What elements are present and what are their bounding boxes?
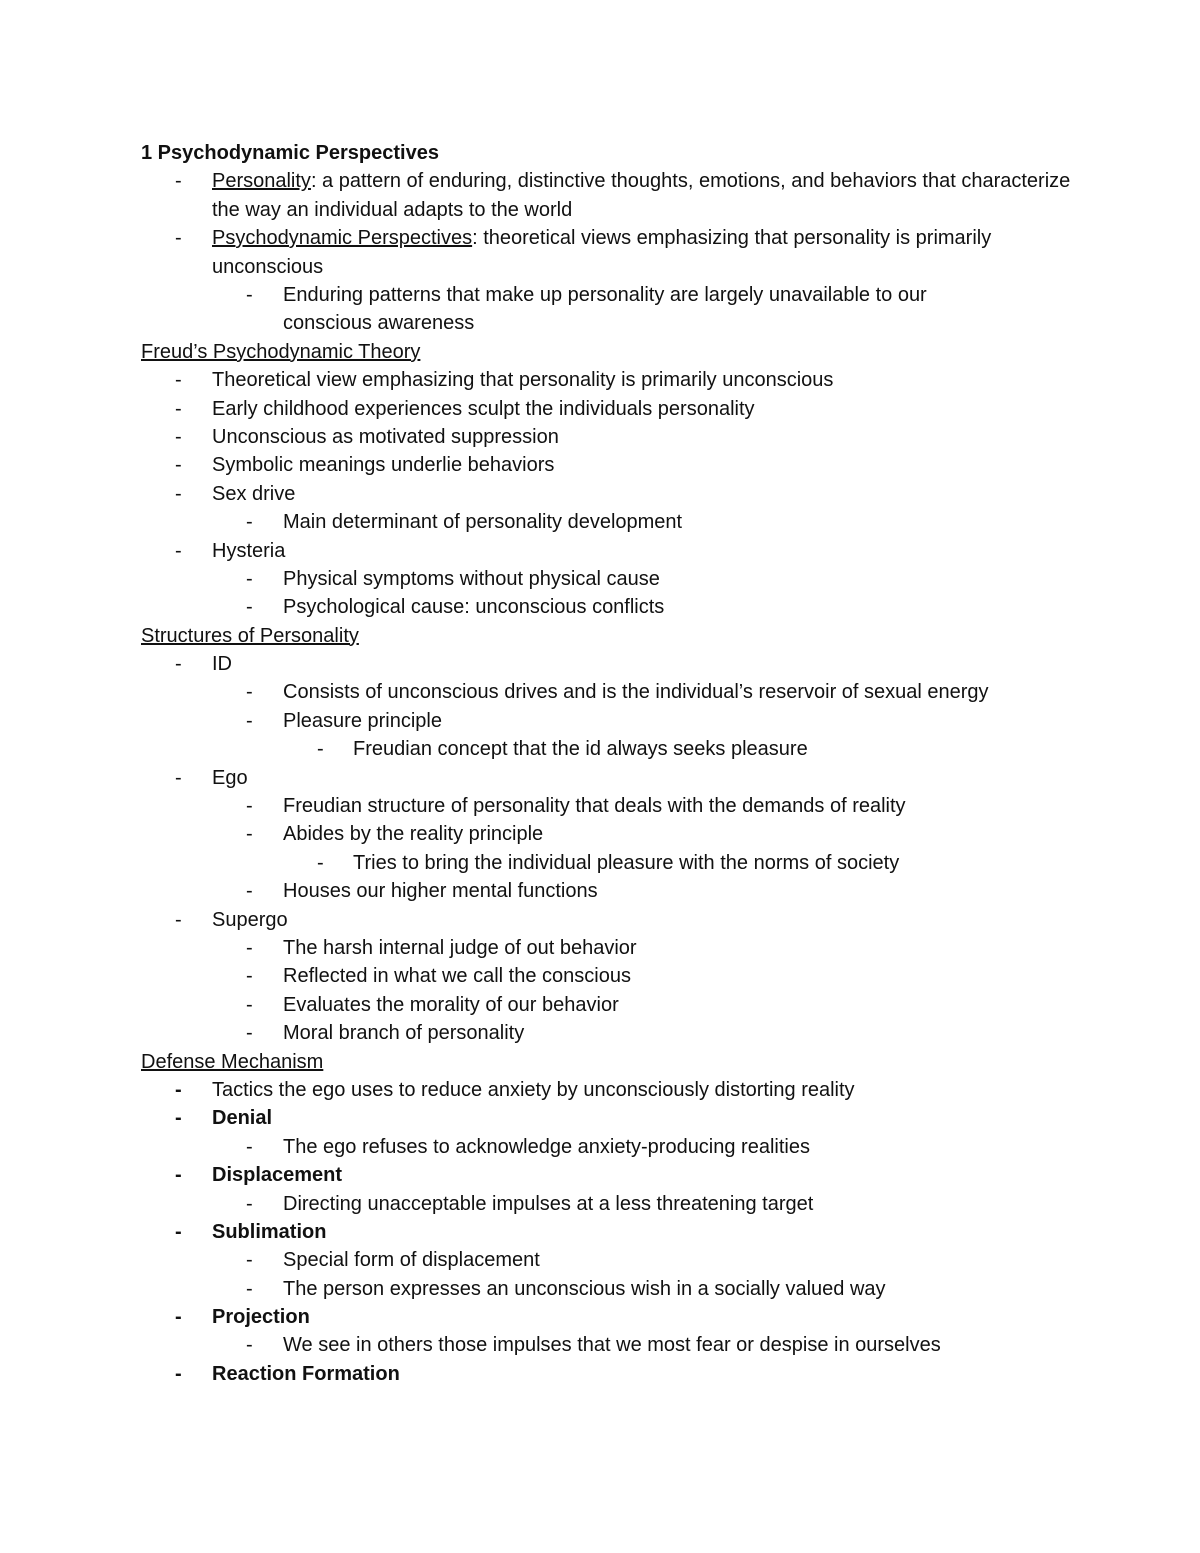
- list-item-text: We see in others those impulses that we most fear or despise in ourselves: [283, 1334, 941, 1357]
- bullet-dash: -: [175, 425, 182, 448]
- list-item-text: Supergo: [212, 908, 288, 931]
- list-item-text: Early childhood experiences sculpt the individuals personality: [212, 397, 755, 420]
- bullet-dash: -: [175, 1362, 182, 1385]
- list-item: [141, 1360, 1081, 1388]
- bullet-dash: -: [246, 795, 253, 818]
- list-item-text: Ego: [212, 766, 248, 789]
- document-page: [141, 139, 1081, 1388]
- list-item: [141, 508, 1081, 536]
- list-item: [141, 735, 1081, 763]
- list-item-text: Symbolic meanings underlie behaviors: [212, 454, 555, 477]
- list-item: [141, 167, 1081, 224]
- list-item: [141, 1076, 1081, 1104]
- list-item-text: Physical symptoms without physical cause: [283, 567, 660, 590]
- list-item-text: Tries to bring the individual pleasure with the norms of society: [353, 851, 900, 874]
- bullet-dash: -: [175, 369, 182, 392]
- list-item-text: The ego refuses to acknowledge anxiety-producing realities: [283, 1135, 810, 1158]
- section-title-freud: Freud’s Psychodynamic Theory: [141, 340, 421, 363]
- list-item-text: Hysteria: [212, 539, 286, 562]
- list-item: [141, 650, 1081, 678]
- definition: : a pattern of enduring, distinctive thoughts, emotions, and behaviors that characterize the way an individual adapts to the world: [212, 170, 1071, 221]
- list-item-text: Freudian structure of personality that deals with the demands of reality: [283, 795, 906, 818]
- list-item: [141, 1161, 1081, 1189]
- list-item: [141, 1104, 1081, 1132]
- list-item-text: Theoretical view emphasizing that personality is primarily unconscious: [212, 369, 834, 392]
- term: Psychodynamic Perspectives: [212, 227, 473, 250]
- bullet-dash: -: [246, 1192, 253, 1215]
- defense-term: Displacement: [212, 1164, 343, 1187]
- bullet-dash: -: [175, 482, 182, 505]
- defense-term: Sublimation: [212, 1220, 327, 1243]
- bullet-dash: -: [246, 880, 253, 903]
- bullet-dash: -: [175, 170, 182, 193]
- bullet-dash: -: [175, 1107, 182, 1130]
- list-item: [141, 962, 1081, 990]
- bullet-dash: -: [246, 567, 253, 590]
- bullet-dash: -: [246, 596, 253, 619]
- list-item: [141, 1303, 1081, 1331]
- bullet-dash: -: [246, 823, 253, 846]
- list-item: [141, 820, 1081, 848]
- bullet-dash: -: [246, 709, 253, 732]
- list-item: [141, 366, 1081, 394]
- list-item-text: Directing unacceptable impulses at a less threatening target: [283, 1192, 814, 1215]
- definition: : theoretical views emphasizing that personality is primarily unconscious: [212, 227, 992, 278]
- list-item: [141, 1218, 1081, 1246]
- list-item: [141, 395, 1081, 423]
- section-title-defense: Defense Mechanism: [141, 1050, 324, 1073]
- list-item: [141, 877, 1081, 905]
- list-item: [141, 565, 1081, 593]
- list-item: [141, 934, 1081, 962]
- list-item: [141, 423, 1081, 451]
- list-item: [141, 764, 1081, 792]
- list-item: [141, 537, 1081, 565]
- bullet-dash: -: [246, 283, 253, 306]
- term: Personality: [212, 170, 311, 193]
- list-item: [141, 792, 1081, 820]
- bullet-dash: -: [175, 227, 182, 250]
- list-item-text: Tactics the ego uses to reduce anxiety by unconsciously distorting reality: [212, 1078, 855, 1101]
- defense-term: Denial: [212, 1107, 273, 1130]
- bullet-dash: -: [175, 1220, 182, 1243]
- list-item: [141, 480, 1081, 508]
- bullet-dash: -: [175, 1306, 182, 1329]
- list-item: [141, 1246, 1081, 1274]
- list-item: [141, 451, 1081, 479]
- list-item-text: Sex drive: [212, 482, 296, 505]
- bullet-dash: -: [175, 908, 182, 931]
- list-item: [141, 281, 1081, 338]
- section-title-structures: Structures of Personality: [141, 624, 359, 647]
- bullet-dash: -: [246, 1022, 253, 1045]
- list-item: [141, 593, 1081, 621]
- bullet-dash: -: [175, 454, 182, 477]
- list-item-text: ID: [212, 653, 232, 676]
- bullet-dash: -: [175, 539, 182, 562]
- list-item: [141, 707, 1081, 735]
- bullet-dash: -: [246, 1249, 253, 1272]
- list-item-text: Moral branch of personality: [283, 1022, 525, 1045]
- list-item-text: The harsh internal judge of out behavior: [283, 936, 637, 959]
- list-item-text: Psychological cause: unconscious conflicts: [283, 596, 665, 619]
- list-item-text: Pleasure principle: [283, 709, 442, 732]
- bullet-dash: -: [317, 738, 324, 761]
- list-item: [141, 1190, 1081, 1218]
- list-item-text: Consists of unconscious drives and is the individual’s reservoir of sexual energy: [283, 681, 989, 704]
- defense-term: Reaction Formation: [212, 1362, 400, 1385]
- bullet-dash: -: [175, 397, 182, 420]
- bullet-dash: -: [246, 1277, 253, 1300]
- bullet-dash: -: [246, 681, 253, 704]
- bullet-dash: -: [246, 511, 253, 534]
- list-item-text: The person expresses an unconscious wish in a socially valued way: [283, 1277, 886, 1300]
- bullet-dash: -: [175, 1164, 182, 1187]
- bullet-dash: -: [317, 851, 324, 874]
- list-item: [141, 1133, 1081, 1161]
- list-item-text: Special form of displacement: [283, 1249, 540, 1272]
- bullet-dash: -: [175, 766, 182, 789]
- bullet-dash: -: [246, 1135, 253, 1158]
- document-title: 1 Psychodynamic Perspectives: [141, 142, 439, 164]
- bullet-dash: -: [175, 653, 182, 676]
- bullet-dash: -: [246, 936, 253, 959]
- list-item-text: Evaluates the morality of our behavior: [283, 993, 619, 1016]
- bullet-dash: -: [175, 1078, 182, 1101]
- list-item-text: Freudian concept that the id always seeks pleasure: [353, 738, 808, 761]
- list-item: [141, 1019, 1081, 1047]
- list-item-text: Houses our higher mental functions: [283, 880, 598, 903]
- list-item: [141, 678, 1081, 706]
- list-item: [141, 1275, 1081, 1303]
- defense-term: Projection: [212, 1306, 310, 1329]
- list-item: [141, 906, 1081, 934]
- list-item-text: Main determinant of personality development: [283, 511, 683, 534]
- list-item: [141, 224, 1081, 281]
- list-item-text: Abides by the reality principle: [283, 823, 544, 846]
- list-item-text: Enduring patterns that make up personality are largely unavailable to our conscious awareness: [283, 283, 927, 335]
- bullet-dash: -: [246, 1334, 253, 1357]
- list-item: [141, 849, 1081, 877]
- list-item: [141, 991, 1081, 1019]
- list-item-text: Unconscious as motivated suppression: [212, 425, 559, 448]
- bullet-dash: -: [246, 965, 253, 988]
- bullet-dash: -: [246, 993, 253, 1016]
- list-item-text: Reflected in what we call the conscious: [283, 965, 631, 988]
- list-item: [141, 1331, 1081, 1359]
